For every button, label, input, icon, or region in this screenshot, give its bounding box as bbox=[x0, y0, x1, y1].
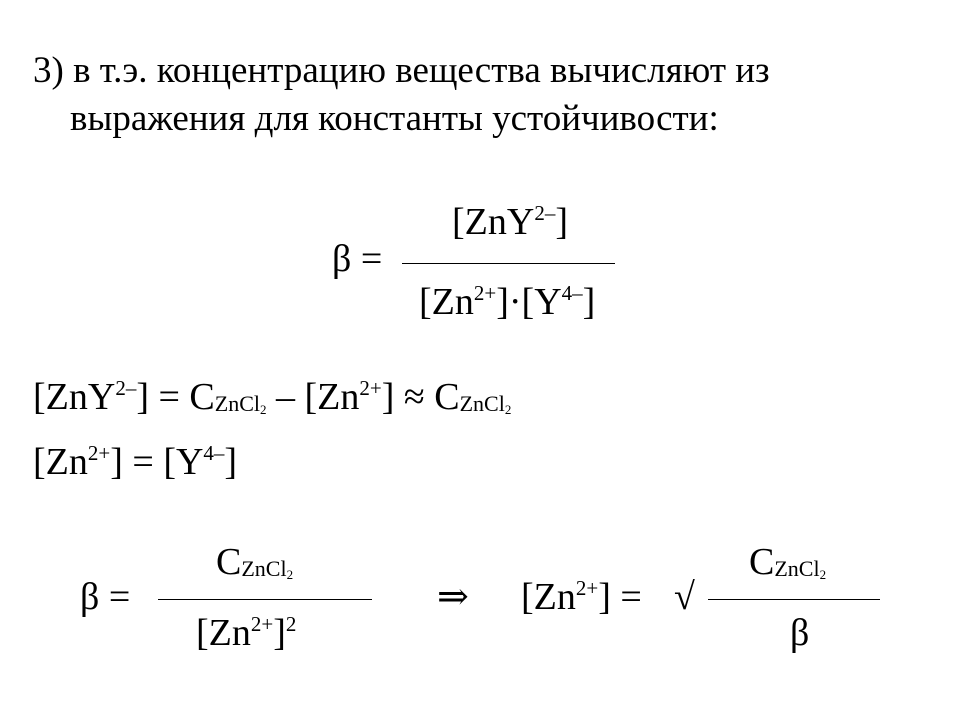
formula4-numerator: CZnCl2 bbox=[216, 541, 294, 583]
formula1-fraction-line bbox=[402, 263, 615, 264]
formula1-denominator: $[Zn^{2+}]\cdot[Y^{4-}]$ bbox=[419, 281, 596, 323]
intro-line-1: 3) в т.э. концентрацию вещества вычисляют из bbox=[33, 50, 770, 91]
formula4-fraction-line bbox=[158, 599, 372, 600]
intro-line-2: выражения для константы устойчивости: bbox=[70, 98, 719, 139]
formula5-fraction-line bbox=[708, 599, 880, 600]
formula5-numerator: CZnCl2 bbox=[749, 541, 827, 583]
formula5-denominator: β bbox=[790, 612, 810, 654]
formula1-numerator: [ZnY$^{2-}$] bbox=[452, 201, 568, 243]
formula1-lhs: β = bbox=[332, 238, 383, 280]
formula4-denominator: $[Zn^{2+}]^2$ bbox=[196, 612, 297, 654]
formula5-lhs: $[Zn^{2+}]$ = bbox=[521, 576, 642, 618]
implies-arrow: ⇒ bbox=[437, 576, 469, 618]
sqrt-sign: √ bbox=[674, 576, 695, 618]
formula4-lhs: β = bbox=[80, 576, 131, 618]
formula3-equation: $[Zn^{2+}] = [Y^{4-}]$ bbox=[33, 441, 238, 483]
formula2-equation: [ZnY$^{2-}$] = CZnCl2 – $[Zn^{2+}]$ ≈ CZnCl2 bbox=[33, 376, 512, 418]
